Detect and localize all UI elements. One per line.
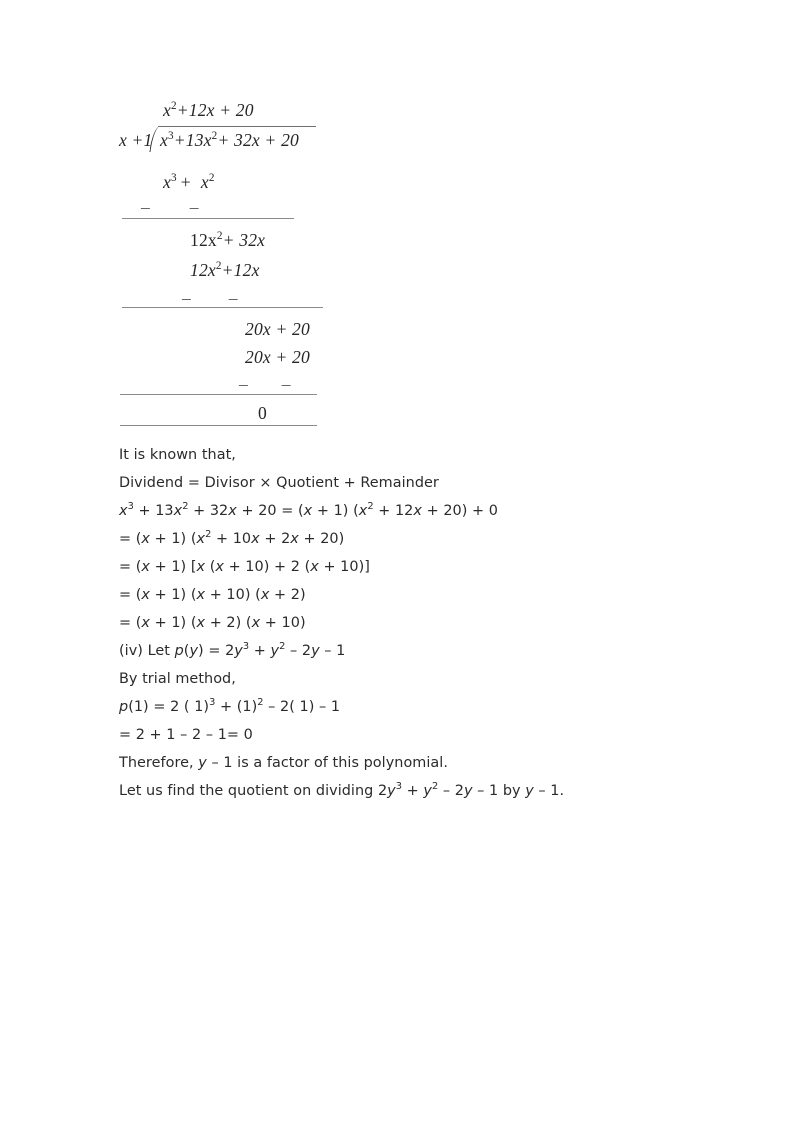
ede-a-sup: 3 bbox=[127, 501, 134, 513]
elu-i: – 1. bbox=[533, 783, 565, 799]
dividend-t1: x bbox=[160, 130, 168, 150]
es-d: x bbox=[196, 531, 206, 547]
efa-d: x bbox=[196, 587, 206, 603]
efa-g: + 2) bbox=[269, 587, 306, 603]
minus-sign-3: – bbox=[182, 288, 191, 308]
elu-d: y bbox=[423, 783, 432, 799]
step1-t3: x bbox=[200, 172, 209, 192]
line-eq-dividend-expand bbox=[119, 497, 739, 525]
division-rule-4 bbox=[120, 425, 317, 426]
dividend-e1: 3 bbox=[167, 130, 174, 143]
efb-e: + 2) ( bbox=[205, 615, 252, 631]
division-rule-2 bbox=[122, 307, 323, 308]
line-eq-split bbox=[119, 525, 739, 553]
elu-h: y bbox=[525, 783, 534, 799]
quotient-rest: +12x + 20 bbox=[176, 100, 254, 120]
efb-b: x bbox=[141, 615, 150, 631]
ep1-c-sup: 2 bbox=[257, 697, 264, 709]
line-eq-letus bbox=[119, 777, 739, 805]
eth-b: y bbox=[198, 755, 207, 771]
efb-g: + 10) bbox=[260, 615, 306, 631]
step1-plus: + bbox=[180, 172, 191, 192]
eiv-e: ) = 2 bbox=[198, 643, 235, 659]
step2-product bbox=[190, 260, 260, 281]
eiv-c: ( bbox=[183, 643, 190, 659]
elu-a: Let us find the quotient on dividing 2 bbox=[119, 783, 388, 799]
es-b: x bbox=[141, 531, 150, 547]
efa-f: x bbox=[260, 587, 270, 603]
line-eq-factors-a bbox=[119, 581, 739, 609]
eiv-h-sup: 2 bbox=[279, 641, 286, 653]
ede-i-sup: 2 bbox=[367, 501, 374, 513]
line-eq-therefore bbox=[119, 749, 739, 777]
line-p1-result: = 2 + 1 – 2 – 1= 0 bbox=[119, 727, 253, 743]
elu-e: – 2 bbox=[438, 783, 464, 799]
ede-d: + 32 bbox=[188, 503, 229, 519]
line-eq-group bbox=[119, 553, 739, 581]
eiv-k: – 1 bbox=[319, 643, 346, 659]
es-i: + 20) bbox=[298, 531, 345, 547]
remainder-row bbox=[258, 403, 267, 424]
ep1-b: (1) = 2 ( 1) bbox=[128, 699, 210, 715]
quotient-exponent1: 2 bbox=[170, 100, 177, 113]
step2b-e1: 2 bbox=[216, 230, 223, 243]
minus-sign-4: – bbox=[228, 288, 238, 308]
step3-minus-signs bbox=[239, 374, 291, 395]
line-eq-iv-let bbox=[119, 637, 739, 665]
efb-a: = ( bbox=[119, 615, 142, 631]
eg-d: x bbox=[196, 559, 206, 575]
step2p-e1: 2 bbox=[215, 260, 222, 273]
eiv-h: y bbox=[270, 643, 280, 659]
quotient-row bbox=[163, 100, 254, 121]
elu-d-sup: 2 bbox=[431, 781, 439, 793]
ede-k: x bbox=[413, 503, 422, 519]
step3-bringdown bbox=[245, 319, 310, 340]
line-eq-factors-b bbox=[119, 609, 739, 637]
step2p-t1: 12x bbox=[190, 260, 216, 280]
ede-b: + 13 bbox=[133, 503, 174, 519]
ep1-b-sup: 3 bbox=[209, 697, 216, 709]
efa-c: + 1) ( bbox=[149, 587, 197, 603]
efb-f: x bbox=[251, 615, 261, 631]
efa-e: + 10) ( bbox=[205, 587, 261, 603]
dividend-e2: 2 bbox=[211, 130, 218, 143]
ede-c-sup: 2 bbox=[182, 501, 189, 513]
minus-sign-1: – bbox=[141, 197, 150, 217]
eg-e: ( bbox=[205, 559, 216, 575]
minus-sign-5: – bbox=[239, 374, 248, 394]
efb-c: + 1) ( bbox=[149, 615, 197, 631]
eg-b: x bbox=[141, 559, 150, 575]
es-f: x bbox=[251, 531, 260, 547]
elu-b: y bbox=[387, 783, 396, 799]
eiv-g: + bbox=[249, 643, 271, 659]
line-eq-p1 bbox=[119, 693, 739, 721]
step1-t1: x bbox=[163, 172, 171, 192]
step1-product bbox=[163, 172, 215, 193]
eg-c: + 1) [ bbox=[149, 559, 197, 575]
eg-i: + 10)] bbox=[318, 559, 370, 575]
eg-a: = ( bbox=[119, 559, 142, 575]
es-e: + 10 bbox=[211, 531, 252, 547]
eiv-f-sup: 3 bbox=[242, 641, 250, 653]
efa-b: x bbox=[141, 587, 150, 603]
eiv-b: p bbox=[174, 643, 184, 659]
elu-g: – 1 by bbox=[472, 783, 526, 799]
eiv-i: – 2 bbox=[285, 643, 312, 659]
ede-e: x bbox=[228, 503, 237, 519]
minus-sign-2: – bbox=[189, 197, 199, 217]
es-a: = ( bbox=[119, 531, 142, 547]
eg-f: x bbox=[215, 559, 224, 575]
elu-b-sup: 3 bbox=[395, 781, 403, 793]
division-rule-1 bbox=[122, 218, 294, 219]
eiv-d: y bbox=[189, 643, 199, 659]
dividend-row bbox=[160, 130, 299, 151]
step3-product bbox=[245, 347, 310, 368]
elu-c: + bbox=[402, 783, 424, 799]
es-d-sup: 2 bbox=[205, 529, 212, 541]
divisor-text: x +1 bbox=[119, 130, 153, 150]
step2-bringdown bbox=[190, 230, 265, 251]
efb-d: x bbox=[196, 615, 206, 631]
minus-sign-6: – bbox=[281, 374, 291, 394]
ede-l: + 20) + 0 bbox=[421, 503, 498, 519]
step3p-text: 20x + 20 bbox=[245, 347, 310, 367]
step1-minus-signs bbox=[141, 197, 199, 218]
ede-i: x bbox=[358, 503, 368, 519]
remainder-value: 0 bbox=[258, 403, 267, 423]
divisor bbox=[119, 130, 153, 151]
eg-g: + 10) + 2 ( bbox=[223, 559, 311, 575]
eth-a: Therefore, bbox=[119, 755, 199, 771]
long-division-block bbox=[119, 100, 459, 435]
step2p-t2: +12x bbox=[221, 260, 260, 280]
ede-j: + 12 bbox=[373, 503, 414, 519]
step3b-text: 20x + 20 bbox=[245, 319, 310, 339]
es-g: + 2 bbox=[259, 531, 291, 547]
division-vinculum bbox=[158, 126, 316, 127]
step2-minus-signs bbox=[182, 288, 238, 309]
es-h: x bbox=[290, 531, 299, 547]
ede-c: x bbox=[173, 503, 183, 519]
ede-g: x bbox=[303, 503, 313, 519]
ede-f: + 20 = ( bbox=[236, 503, 304, 519]
line-it-is-known: It is known that, bbox=[119, 447, 236, 463]
eiv-j: y bbox=[311, 643, 320, 659]
solution-text-block bbox=[119, 441, 739, 805]
dividend-t3: + 32x + 20 bbox=[217, 130, 299, 150]
step2b-t2: + 32x bbox=[222, 230, 266, 250]
ede-h: + 1) ( bbox=[312, 503, 359, 519]
division-rule-3 bbox=[120, 394, 317, 395]
efa-a: = ( bbox=[119, 587, 142, 603]
step2b-t1: 12x bbox=[190, 230, 217, 250]
ep1-a: p bbox=[119, 699, 129, 715]
step1-e2: 2 bbox=[208, 172, 215, 185]
line-by-trial: By trial method, bbox=[119, 671, 236, 687]
step1-e1: 3 bbox=[170, 172, 177, 185]
line-dividend-rule: Dividend = Divisor × Quotient + Remainder bbox=[119, 475, 439, 491]
ep1-c: + (1) bbox=[215, 699, 258, 715]
quotient-term1: x bbox=[163, 100, 171, 120]
eiv-a: (iv) Let bbox=[119, 643, 175, 659]
ep1-d: – 2( 1) – 1 bbox=[263, 699, 341, 715]
eg-h: x bbox=[310, 559, 319, 575]
elu-f: y bbox=[463, 783, 473, 799]
dividend-t2: +13x bbox=[173, 130, 212, 150]
ede-a: x bbox=[119, 503, 128, 519]
eiv-f: y bbox=[234, 643, 243, 659]
es-c: + 1) ( bbox=[149, 531, 197, 547]
eth-c: – 1 is a factor of this polynomial. bbox=[206, 755, 448, 771]
